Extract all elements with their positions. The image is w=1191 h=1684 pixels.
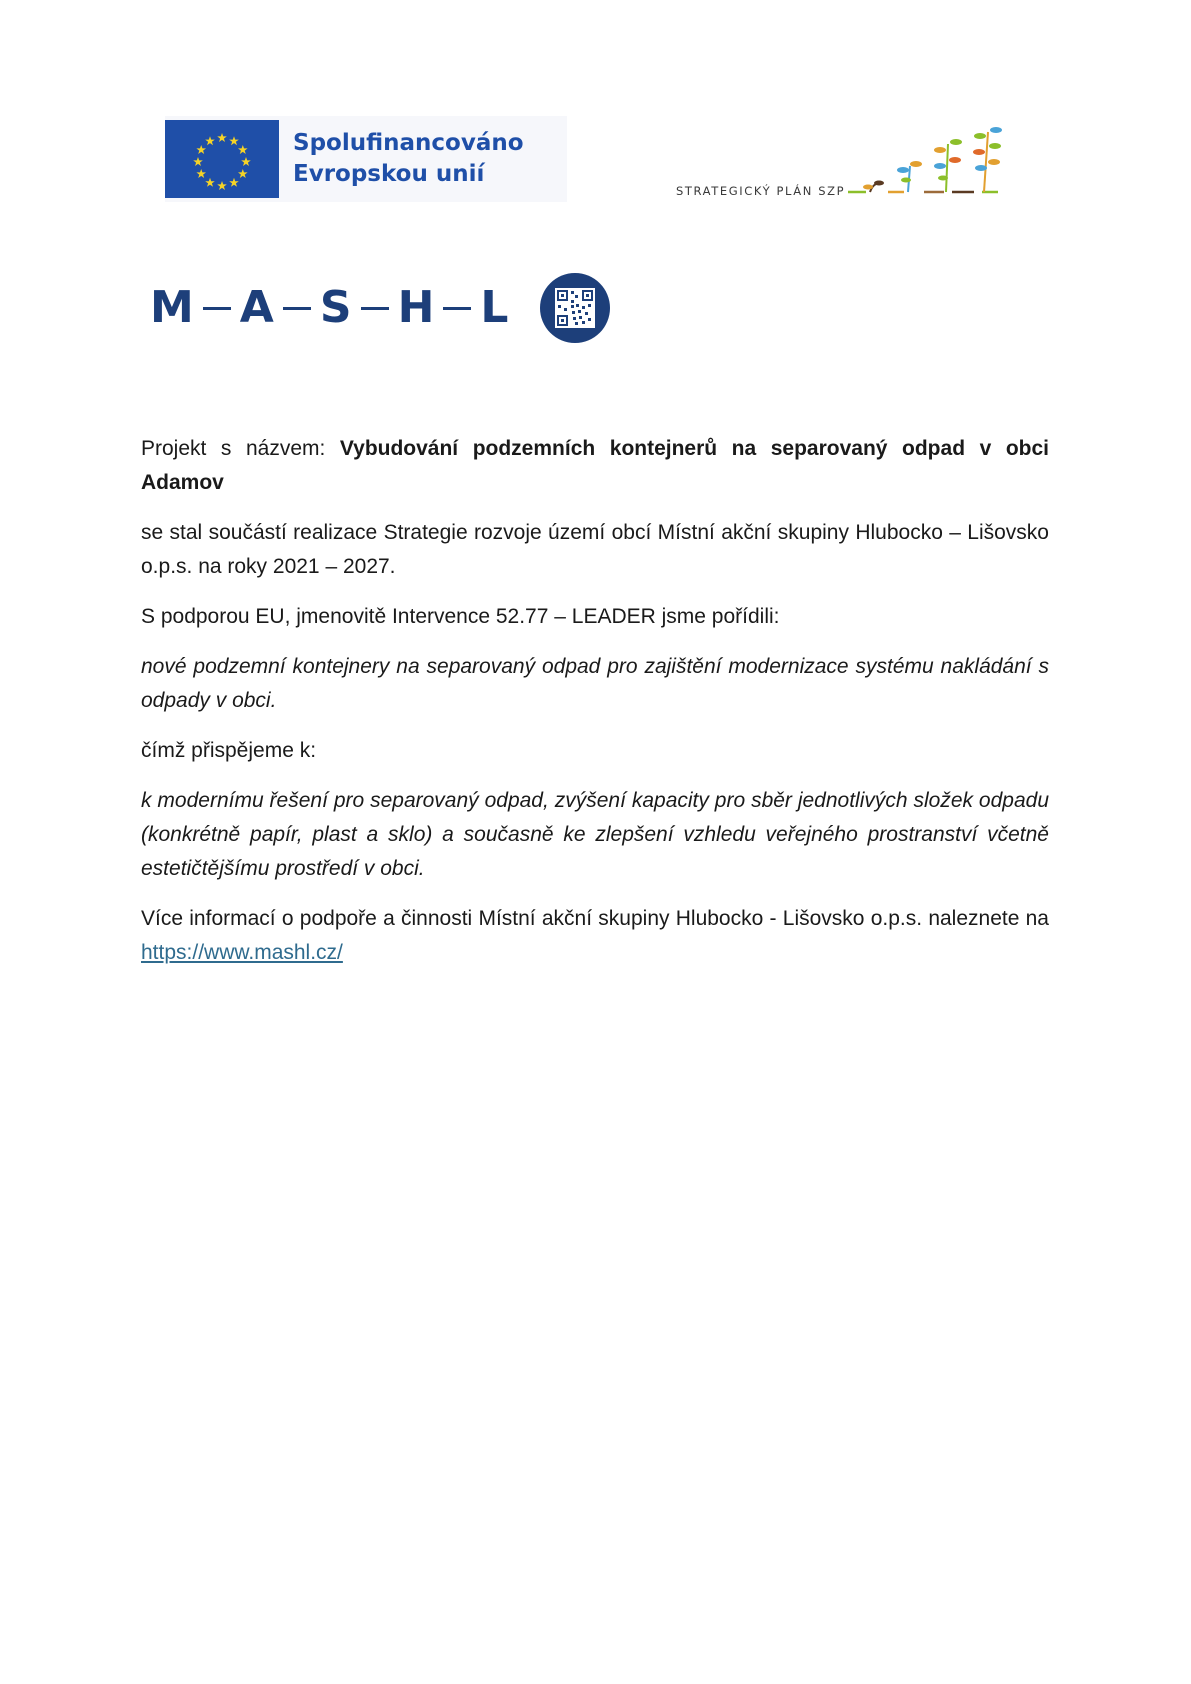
project-title-paragraph bbox=[141, 432, 1049, 500]
project-title: Vybudování podzemních kontejnerů na separovaný odpad v obci Adamov bbox=[141, 437, 1049, 494]
szp-logo-text: STRATEGICKÝ PLÁN SZP bbox=[676, 184, 846, 198]
szp-sprouts-icon bbox=[848, 126, 1036, 206]
acquired-items-paragraph: nové podzemní kontejnery na separovaný odpad pro zajištění modernizace systému nakládání s odpady v obci. bbox=[141, 655, 1049, 712]
document-body bbox=[141, 432, 1049, 986]
mashl-dash bbox=[203, 307, 231, 310]
contribution-paragraph: k modernímu řešení pro separovaný odpad, zvýšení kapacity pro sběr jednotlivých složek odpadu (konkrétně papír, plast a sklo) a současně ke zlepšení vzhledu veřejného prostranství včetně estetičtějšímu prostředí v obci. bbox=[141, 789, 1049, 880]
more-info-paragraph bbox=[141, 902, 1049, 970]
mashl-letter-h: H bbox=[397, 282, 435, 333]
mashl-logo bbox=[150, 272, 610, 344]
mashl-website-link[interactable]: https://www.mashl.cz/ bbox=[141, 941, 343, 964]
mashl-dash bbox=[443, 307, 471, 310]
qr-code-icon[interactable] bbox=[540, 273, 610, 343]
mashl-letter-l: L bbox=[480, 282, 509, 333]
mashl-letter-a: A bbox=[239, 282, 274, 333]
eu-logo-text bbox=[293, 128, 524, 190]
strategy-paragraph: se stal součástí realizace Strategie rozvoje území obcí Místní akční skupiny Hlubocko – Lišovsko o.p.s. na roky 2021 – 2027. bbox=[141, 521, 1049, 578]
mashl-dash bbox=[283, 307, 311, 310]
mashl-dash bbox=[361, 307, 389, 310]
support-paragraph: S podporou EU, jmenovitě Intervence 52.77 – LEADER jsme pořídili: bbox=[141, 605, 780, 628]
mashl-letter-s: S bbox=[319, 282, 352, 333]
project-title-intro: Projekt s názvem: bbox=[141, 437, 340, 460]
eu-cofinancing-logo bbox=[165, 116, 567, 202]
eu-flag-icon bbox=[165, 120, 279, 198]
eu-logo-line2: Evropskou unií bbox=[293, 161, 485, 187]
mashl-letter-m: M bbox=[150, 282, 194, 333]
more-info-text: Více informací o podpoře a činnosti Místní akční skupiny Hlubocko - Lišovsko o.p.s. naleznete na bbox=[141, 907, 1049, 930]
contribution-intro-paragraph: čímž přispějeme k: bbox=[141, 739, 317, 762]
eu-logo-line1: Spolufinancováno bbox=[293, 130, 524, 156]
szp-logo bbox=[676, 126, 1036, 206]
